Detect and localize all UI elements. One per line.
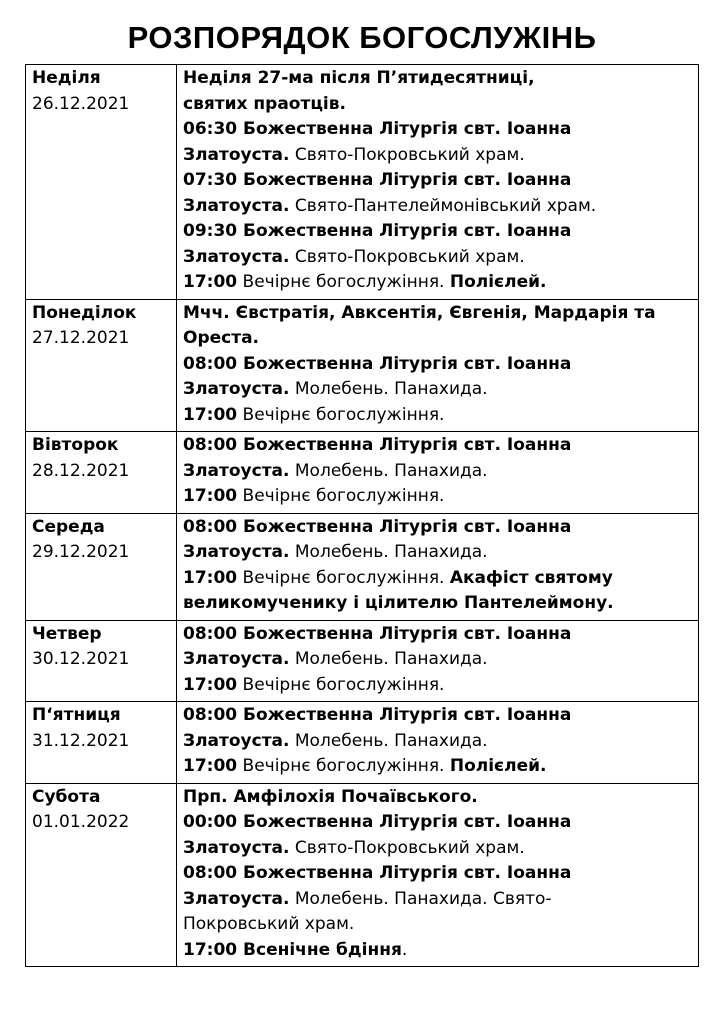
table-row (26, 513, 699, 620)
service-line (183, 219, 694, 245)
service-text-bold: Полієлей. (449, 756, 547, 776)
service-text-bold: великомученику і цілителю Пантелеймону. (183, 593, 614, 613)
service-text: Покровський храм. (183, 914, 355, 934)
service-text: Вечірнє богослужіння. (237, 486, 445, 506)
day-date: 28.12.2021 (32, 460, 130, 481)
service-line (183, 92, 694, 118)
service-text: Свято-Покровський храм. (289, 144, 525, 165)
service-text-bold: 08:00 Божественна Літургія свт. Іоанна (183, 863, 572, 883)
service-line (183, 754, 694, 780)
service-text-bold: Златоуста. (183, 649, 290, 669)
service-text-bold: 17:00 (183, 486, 238, 506)
service-line (183, 66, 694, 92)
day-date: 31.12.2021 (32, 730, 130, 751)
service-text-bold: Златоуста. (183, 144, 290, 165)
service-text: Вечірнє богослужіння. (237, 404, 445, 425)
service-line (183, 515, 694, 541)
day-date: 29.12.2021 (32, 542, 130, 562)
service-text-bold: Златоуста. (183, 837, 290, 858)
service-text-bold: Златоуста. (183, 379, 290, 399)
services-cell (177, 513, 699, 620)
services-cell (177, 702, 699, 784)
page-title: РОЗПОРЯДОК БОГОСЛУЖІНЬ (127, 20, 597, 55)
service-text-bold: 17:00 (183, 674, 238, 695)
schedule-body (26, 65, 699, 967)
services-cell (177, 299, 699, 432)
day-cell (26, 783, 177, 967)
service-text-bold: Неділя 27-ма після П’ятидесятниці, (183, 68, 535, 88)
service-text-bold: Златоуста. (183, 460, 290, 481)
service-line (183, 861, 694, 887)
day-cell (26, 620, 177, 702)
service-line (183, 433, 694, 459)
service-text-bold: 08:00 Божественна Літургія свт. Іоанна (183, 623, 572, 644)
service-text-bold: Златоуста. (183, 542, 290, 562)
service-text: Молебень. Панахида. (289, 379, 488, 399)
service-line (183, 194, 694, 220)
service-line (183, 810, 694, 836)
services-cell (177, 620, 699, 702)
service-line (183, 912, 694, 938)
service-text-bold: Мчч. Євстратія, Авксентія, Євгенія, Мардарія та (183, 302, 656, 323)
service-line (183, 117, 694, 143)
services-cell (177, 432, 699, 514)
service-line (183, 540, 694, 566)
service-text-bold: 00:00 Божественна Літургія свт. Іоанна (183, 812, 572, 832)
service-line (183, 143, 694, 169)
service-text-bold: 08:00 Божественна Літургія свт. Іоанна (183, 435, 572, 455)
service-text-bold: Златоуста. (183, 730, 290, 751)
service-text: Молебень. Панахида. (289, 649, 488, 669)
service-text-bold: 07:30 Божественна Літургія свт. Іоанна (183, 170, 572, 190)
day-name: Понеділок (32, 302, 137, 323)
service-line (183, 301, 694, 327)
day-name: Субота (32, 786, 101, 807)
service-text-bold: 08:00 Божественна Літургія свт. Іоанна (183, 516, 572, 537)
service-line (183, 887, 694, 913)
service-line (183, 245, 694, 271)
service-text: . (401, 939, 408, 960)
service-text-bold: Ореста. (183, 328, 260, 348)
service-text: Вечірнє богослужіння. (237, 567, 450, 588)
service-line (183, 938, 694, 964)
schedule-table (25, 64, 699, 967)
service-text-bold: Златоуста. (183, 888, 290, 909)
service-line (183, 168, 694, 194)
service-line (183, 566, 694, 592)
day-date: 30.12.2021 (32, 649, 130, 669)
service-text: Вечірнє богослужіння. (237, 272, 450, 292)
table-row (26, 620, 699, 702)
services-cell (177, 65, 699, 300)
day-date: 26.12.2021 (32, 93, 130, 114)
service-text-bold: 17:00 (183, 272, 238, 292)
service-line (183, 703, 694, 729)
service-text-bold: 17:00 (183, 404, 238, 425)
service-text: Молебень. Панахида. (289, 730, 488, 751)
service-text-bold: 09:30 Божественна Літургія свт. Іоанна (183, 221, 572, 241)
service-line (183, 484, 694, 510)
table-row (26, 299, 699, 432)
service-line (183, 836, 694, 862)
day-date: 01.01.2022 (32, 812, 130, 832)
service-text-bold: 08:00 Божественна Літургія свт. Іоанна (183, 353, 572, 374)
service-text-bold: 08:00 Божественна Літургія свт. Іоанна (183, 705, 572, 725)
day-cell (26, 513, 177, 620)
service-line (183, 377, 694, 403)
service-line (183, 647, 694, 673)
service-text-bold: Златоуста. (183, 246, 290, 267)
service-text: Молебень. Панахида. (289, 542, 488, 562)
day-cell (26, 299, 177, 432)
table-row (26, 65, 699, 300)
table-row (26, 702, 699, 784)
day-name: П‘ятниця (32, 705, 121, 725)
service-line (183, 352, 694, 378)
services-cell (177, 783, 699, 967)
service-line (183, 785, 694, 811)
day-cell (26, 702, 177, 784)
service-text: Свято-Покровський храм. (289, 246, 525, 267)
service-text-bold: 06:30 Божественна Літургія свт. Іоанна (183, 119, 572, 139)
service-text-bold: Акафіст святому (449, 567, 613, 588)
service-text-bold: святих праотців. (183, 93, 346, 114)
service-text-bold: Полієлей. (449, 272, 547, 292)
service-line (183, 403, 694, 429)
service-text: Свято-Пантелеймонівський храм. (289, 195, 597, 216)
table-row (26, 783, 699, 967)
service-line (183, 326, 694, 352)
service-text-bold: 17:00 (183, 756, 238, 776)
day-name: Четвер (32, 623, 102, 644)
service-text: Вечірнє богослужіння. (237, 756, 450, 776)
day-cell (26, 65, 177, 300)
service-line (183, 622, 694, 648)
service-line (183, 459, 694, 485)
service-text: Молебень. Панахида. Свято- (289, 888, 552, 909)
service-line (183, 591, 694, 617)
day-name: Середа (32, 516, 105, 537)
day-name: Вівторок (32, 435, 119, 455)
day-date: 27.12.2021 (32, 328, 130, 348)
service-text: Свято-Покровський храм. (289, 837, 525, 858)
day-name: Неділя (32, 68, 101, 88)
service-text-bold: Прп. Амфілохія Почаївського. (183, 786, 478, 807)
service-line (183, 270, 694, 296)
service-text-bold: Златоуста. (183, 195, 290, 216)
service-text: Вечірнє богослужіння. (237, 674, 445, 695)
service-text-bold: 17:00 Всенічне бдіння (183, 939, 402, 960)
service-line (183, 673, 694, 699)
day-cell (26, 432, 177, 514)
service-text-bold: 17:00 (183, 567, 238, 588)
table-row (26, 432, 699, 514)
service-line (183, 729, 694, 755)
service-text: Молебень. Панахида. (289, 460, 488, 481)
